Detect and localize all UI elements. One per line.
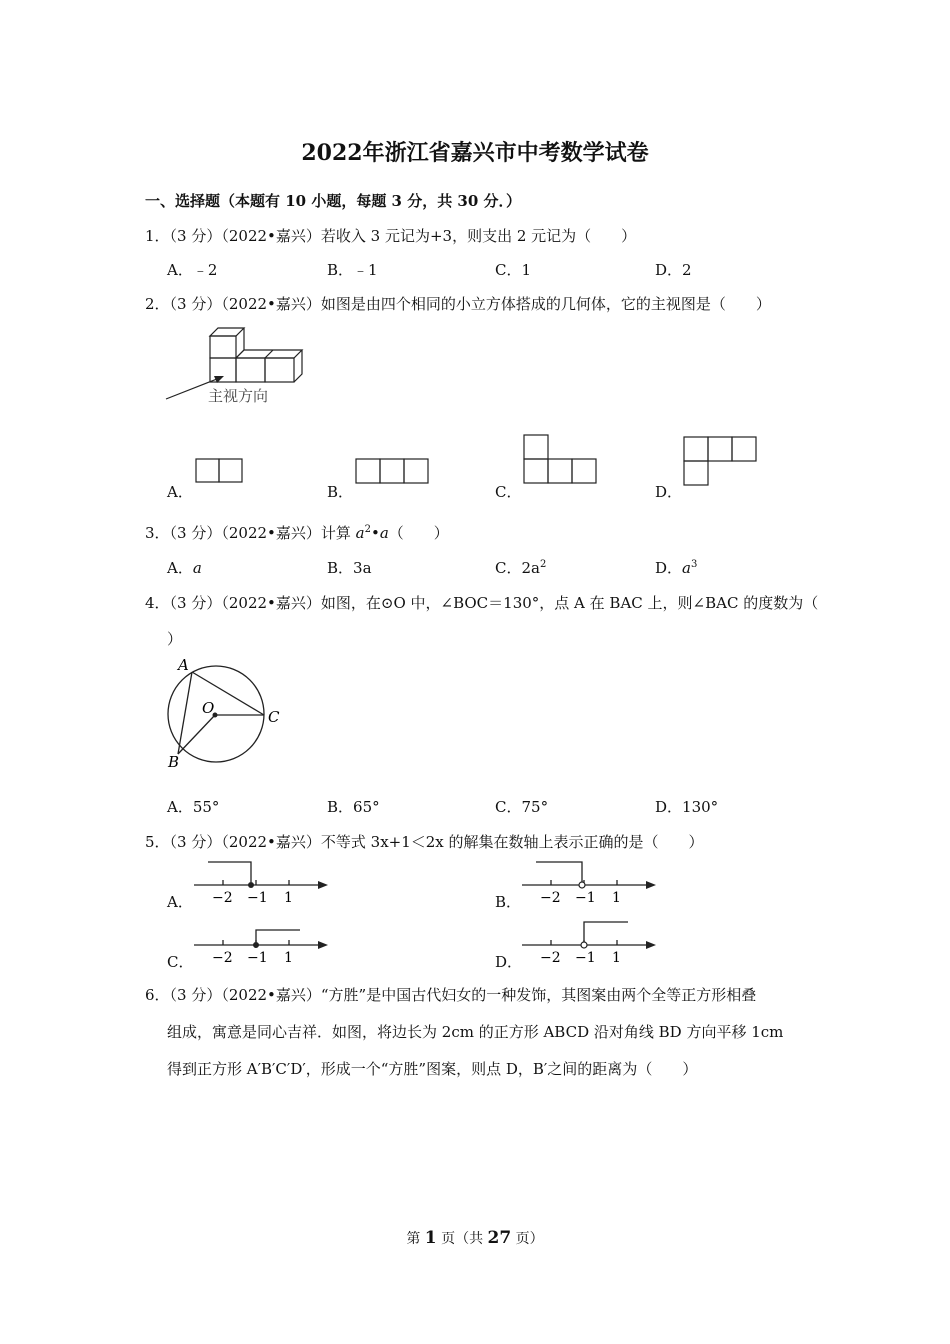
q2-option-b-figure <box>352 456 432 486</box>
svg-text:−2: −2 <box>540 890 561 906</box>
svg-text:−1: −1 <box>575 950 596 966</box>
svg-text:1: 1 <box>284 890 293 906</box>
question-6-line-3: 得到正方形 A′B′C′D′，形成一个“方胜”图案，则点 D，B′之间的距离为（ ） <box>167 1060 698 1078</box>
q5-option-b: B． <box>495 893 522 911</box>
q3-option-c: C．$2a^2$ <box>495 559 547 577</box>
svg-text:−2: −2 <box>212 950 233 966</box>
svg-text:−2: −2 <box>540 950 561 966</box>
section-heading: 一、选择题（本题有 10 小题，每题 3 分，共 30 分．） <box>145 192 522 210</box>
q3-option-d: D．$a^3$ <box>655 559 698 577</box>
q4-circle-figure <box>160 655 290 773</box>
q4-label-b: B <box>168 753 180 771</box>
q5-option-b-numberline <box>518 856 660 908</box>
q3-option-b: B．3a <box>327 559 372 577</box>
svg-text:−1: −1 <box>247 890 268 906</box>
q4-option-b: B．65° <box>327 798 380 816</box>
q4-label-a: A <box>178 656 189 674</box>
page-footer: 第 1 页（共 27 页） <box>406 1228 544 1248</box>
q4-option-c: C．75° <box>495 798 549 816</box>
q5-option-a-numberline <box>190 856 332 908</box>
q5-option-d-numberline <box>518 914 660 968</box>
q2-option-d: D． <box>655 483 683 501</box>
q1-option-c: C．1 <box>495 261 532 279</box>
question-5-text: 5．（3 分）（2022•嘉兴）不等式 3x+1＜2x 的解集在数轴上表示正确的是（ ） <box>145 833 704 851</box>
svg-text:−1: −1 <box>575 890 596 906</box>
q3-option-a: A．a <box>167 559 202 577</box>
q1-option-d: D．2 <box>655 261 692 279</box>
q4-option-d: D．130° <box>655 798 719 816</box>
question-4-text: 4．（3 分）（2022•嘉兴）如图，在⊙O 中，∠BOC＝130°，点 A 在 BAC 上，则∠BAC 的度数为（ <box>145 594 819 612</box>
question-3-text: 3．（3 分）（2022•嘉兴）计算 $a^2•a$（ ） <box>145 524 449 542</box>
q5-option-c: C． <box>167 953 194 971</box>
q4-label-c: C <box>268 708 280 726</box>
q1-option-b: B．﹣1 <box>327 261 378 279</box>
q5-option-d: D． <box>495 953 523 971</box>
question-6-line-1: 6．（3 分）（2022•嘉兴）“方胜”是中国古代妇女的一种发饰，其图案由两个全等正方形相叠 <box>145 986 757 1004</box>
svg-text:−1: −1 <box>247 950 268 966</box>
question-1-text: 1．（3 分）（2022•嘉兴）若收入 3 元记为+3，则支出 2 元记为（ ） <box>145 227 637 245</box>
q5-option-a: A． <box>167 893 193 911</box>
page-title: 2022年浙江省嘉兴市中考数学试卷 <box>301 140 649 166</box>
q2-option-c-figure <box>520 432 602 486</box>
q2-option-a: A． <box>167 483 193 501</box>
q2-option-b: B． <box>327 483 354 501</box>
question-2-text: 2．（3 分）（2022•嘉兴）如图是由四个相同的小立方体搭成的几何体，它的主视图是（ ） <box>145 295 771 313</box>
q5-option-c-numberline <box>190 920 332 968</box>
q4-option-a: A．55° <box>167 798 220 816</box>
svg-text:1: 1 <box>612 890 621 906</box>
svg-text:1: 1 <box>284 950 293 966</box>
q2-view-direction-label: 主视方向 <box>208 387 269 405</box>
question-4-text-cont: ） <box>167 630 183 648</box>
svg-text:−2: −2 <box>212 890 233 906</box>
q2-option-a-figure <box>192 456 246 486</box>
svg-text:1: 1 <box>612 950 621 966</box>
q2-option-d-figure <box>680 434 760 488</box>
q4-label-o: O <box>202 699 215 717</box>
q2-option-c: C． <box>495 483 522 501</box>
q2-cube-figure <box>160 322 310 412</box>
q1-option-a: A．﹣2 <box>167 261 218 279</box>
question-6-line-2: 组成，寓意是同心吉祥．如图，将边长为 2cm 的正方形 ABCD 沿对角线 BD 方向平移 1cm <box>167 1023 784 1041</box>
